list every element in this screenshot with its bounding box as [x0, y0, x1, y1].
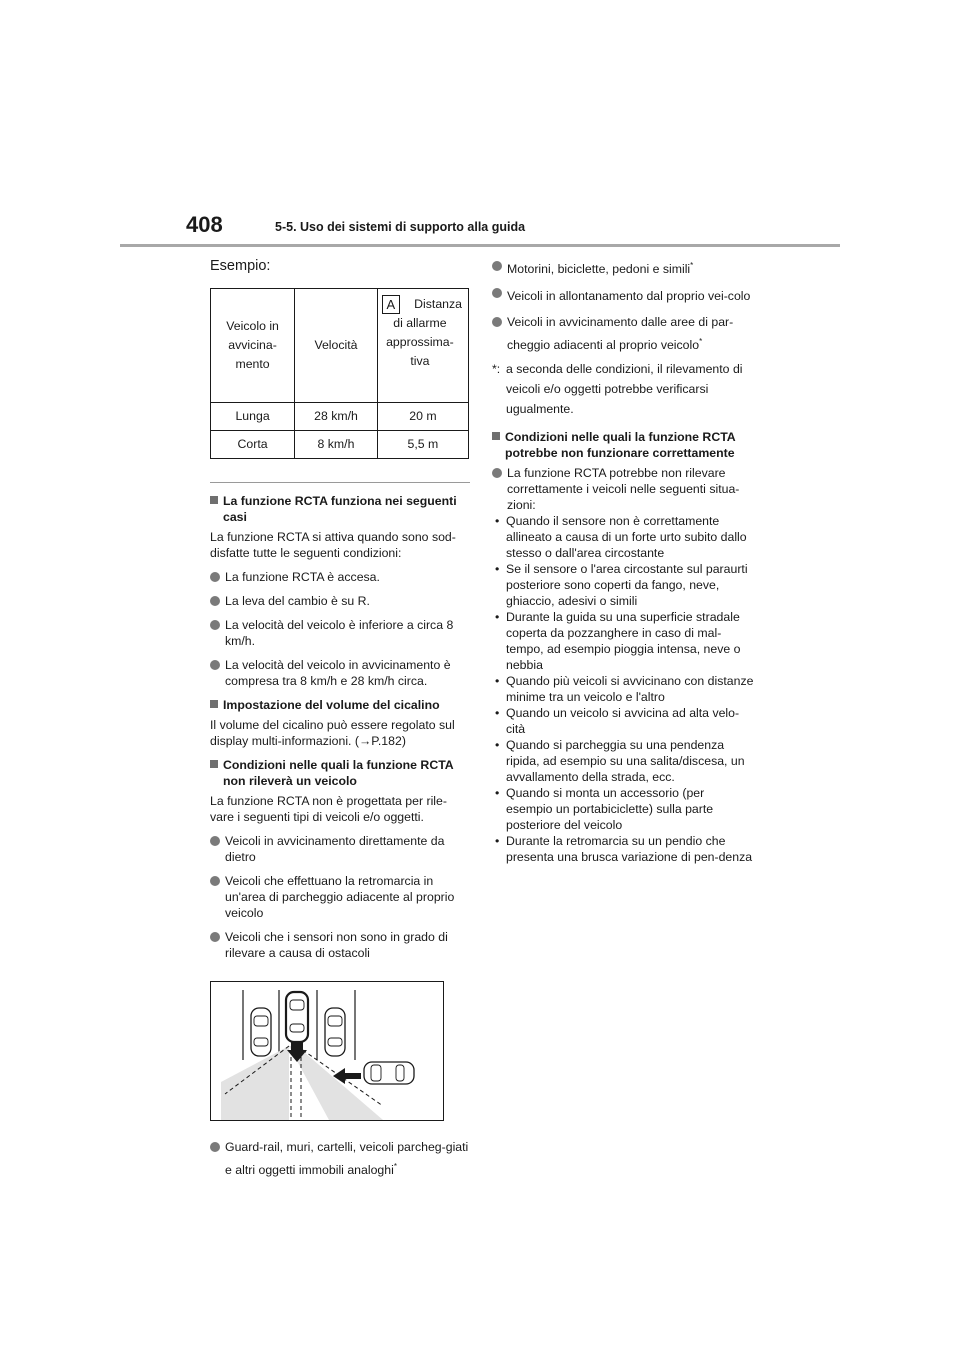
section-divider [210, 482, 470, 483]
warning-distance-table [210, 288, 469, 459]
sub-list-item: • Quando si parcheggia su una pendenza ripida, ad esempio su una salita/discesa, un avvallamento della strada, ecc. [495, 738, 745, 785]
list-item: Guard-rail, muri, cartelli, veicoli parcheg-giati e altri oggetti immobili analoghi* [210, 1137, 470, 1180]
list-item: Veicoli in allontanamento dal proprio vei-colo [492, 285, 754, 304]
circle-bullet-icon [492, 317, 502, 327]
circle-bullet-icon [492, 288, 502, 298]
table-header-distance: A Distanza di allarme approssima- tiva [377, 289, 468, 403]
circle-bullet-icon [492, 261, 502, 271]
list-item: La velocità del veicolo in avvicinamento è compresa tra 8 km/h e 28 km/h circa. [210, 657, 470, 689]
sub-list-item: • Quando un veicolo si avvicina ad alta velo-cità [495, 706, 740, 737]
circle-bullet-icon [492, 468, 502, 478]
circle-bullet-icon [210, 596, 220, 606]
label-a-tag: A [382, 295, 400, 314]
right-column [492, 258, 754, 865]
table-row: Corta 8 km/h 5,5 m [211, 431, 469, 459]
list-item: Veicoli in avvicinamento dalle aree di par-cheggio adiacenti al proprio veicolo* [492, 312, 754, 355]
circle-bullet-icon [210, 660, 220, 670]
list-item: La leva del cambio è su R. [210, 593, 470, 609]
section-heading: La funzione RCTA funziona nei seguenti casi [210, 493, 470, 525]
table-header-speed: Velocità [295, 289, 378, 403]
square-bullet-icon [492, 432, 500, 440]
sub-list-item: • Quando il sensore non è correttamente allineato a causa di un forte urto subito dallo stesso o dall'area circostante [495, 514, 747, 561]
footnote: *: a seconda delle condizioni, il rilevamento di veicoli e/o oggetti potrebbe verificarsi ugualmente. [492, 362, 743, 417]
sub-list-item: • Quando più veicoli si avvicinano con distanze minime tra un veicolo e l'altro [495, 674, 754, 705]
list-item: La funzione RCTA è accesa. [210, 569, 470, 585]
list-item: Motorini, biciclette, pedoni e simili* [492, 258, 754, 277]
list-item: La funzione RCTA potrebbe non rilevare correttamente i veicoli nelle seguenti situa-zioni: [492, 465, 754, 513]
circle-bullet-icon [210, 1142, 220, 1152]
section-heading: Impostazione del volume del cicalino [210, 697, 470, 713]
square-bullet-icon [210, 700, 218, 708]
square-bullet-icon [210, 496, 218, 504]
list-item: Veicoli in avvicinamento direttamente da dietro [210, 833, 470, 865]
sub-list-item: • Durante la retromarcia su un pendio che presenta una brusca variazione di pen-denza [495, 834, 753, 865]
sub-list-item: • Se il sensore o l'area circostante sul paraurti posteriore sono coperti da fango, neve, ghiaccio, adesivi o simili [495, 562, 748, 609]
left-column [210, 256, 470, 1188]
list-item: La velocità del veicolo è inferiore a circa 8 km/h. [210, 617, 470, 649]
paragraph: La funzione RCTA non è progettata per rile-vare i seguenti tipi di veicoli e/o oggetti. [210, 794, 447, 824]
circle-bullet-icon [210, 620, 220, 630]
circle-bullet-icon [210, 876, 220, 886]
sub-list-item: • Durante la guida su una superficie stradale coperta da pozzanghere in caso di mal-tempo, ad esempio pioggia intensa, neve o nebbia [495, 610, 741, 673]
square-bullet-icon [210, 760, 218, 768]
header-rule [120, 244, 840, 247]
section-title: 5-5. Uso dei sistemi di supporto alla guida [275, 220, 526, 234]
table-row: Lunga 28 km/h 20 m [211, 403, 469, 431]
table-header-row [211, 289, 469, 403]
page-number: 408 [186, 212, 223, 237]
list-item: Veicoli che i sensori non sono in grado di rilevare a causa di ostacoli [210, 929, 470, 961]
section-heading: Condizioni nelle quali la funzione RCTA potrebbe non funzionare correttamente [492, 429, 754, 461]
circle-bullet-icon [210, 572, 220, 582]
circle-bullet-icon [210, 932, 220, 942]
paragraph: Il volume del cicalino può essere regolato sul display multi-informazioni. (→P.182) [210, 718, 455, 748]
example-label: Esempio: [210, 258, 271, 274]
circle-bullet-icon [210, 836, 220, 846]
parking-illustration [210, 981, 444, 1121]
paragraph: La funzione RCTA si attiva quando sono sod-disfatte tutte le seguenti condizioni: [210, 530, 456, 560]
list-item: Veicoli che effettuano la retromarcia in un'area di parcheggio adiacente al proprio veicolo [210, 873, 470, 921]
sub-list-item: • Quando si monta un accessorio (per esempio un portabiciclette) sulla parte posteriore del veicolo [495, 786, 714, 833]
table-header-approach: Veicolo in avvicina- mento [211, 289, 295, 403]
section-heading: Condizioni nelle quali la funzione RCTA non rileverà un veicolo [210, 757, 470, 789]
